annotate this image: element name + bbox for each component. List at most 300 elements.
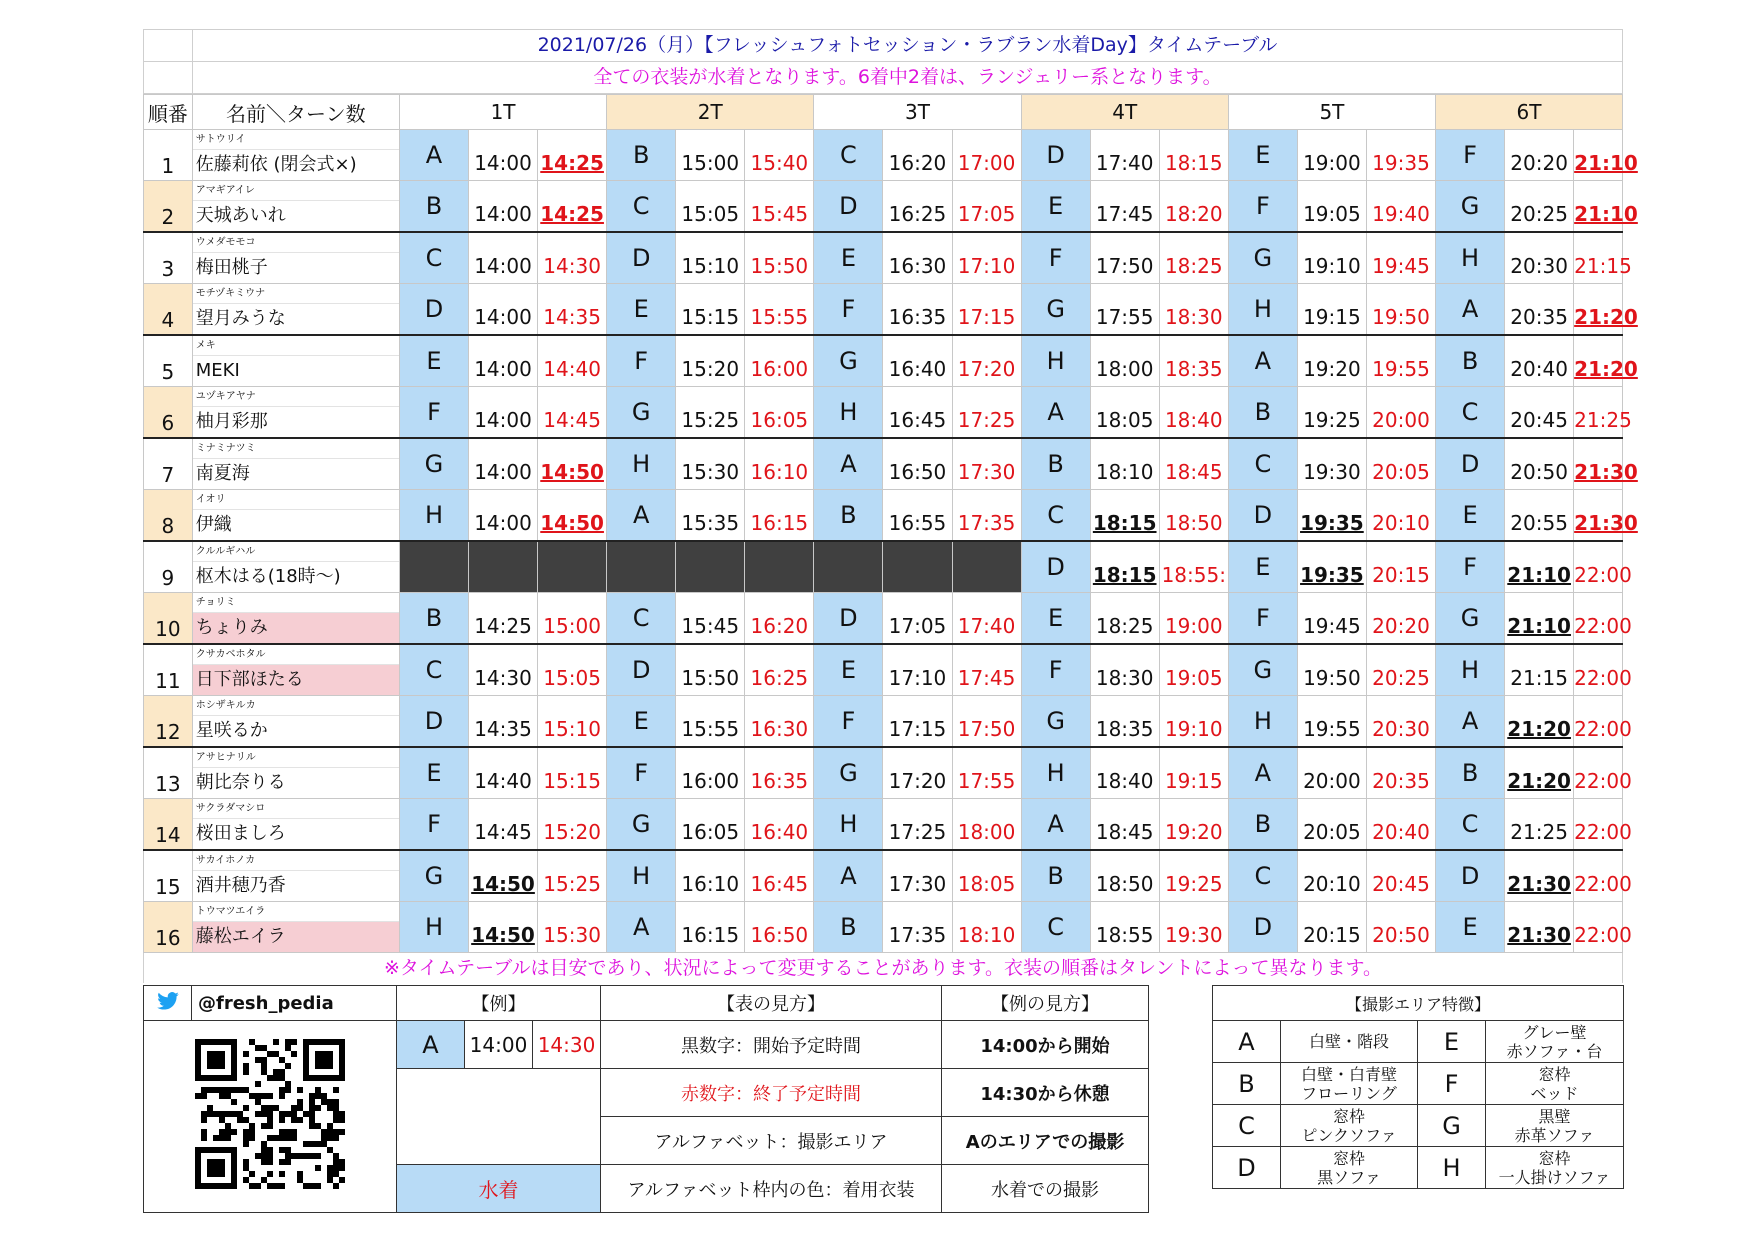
area-desc-line-1: 窓枠 [1332, 1148, 1365, 1168]
area-letter: H [1228, 696, 1297, 748]
area-letter: E [607, 284, 676, 336]
start-time: 18:30 [1090, 644, 1159, 696]
area-letter: A [1436, 696, 1505, 748]
area-letter: B [1228, 387, 1297, 439]
talent-name: 藤松エイラ [193, 922, 399, 952]
talent-name-cell [192, 284, 399, 336]
table-row [144, 335, 1623, 387]
talent-name: 伊織 [195, 514, 232, 535]
start-time: 20:15 [1297, 902, 1366, 953]
qr-code[interactable] [195, 1039, 345, 1189]
end-time: 22:00 [1574, 541, 1623, 593]
area-letter: F [399, 799, 468, 851]
end-time: 15:25 [538, 850, 607, 902]
start-time: 14:25 [469, 593, 538, 645]
area-letter: E [1228, 541, 1297, 593]
blocked-slot [469, 541, 538, 593]
talent-name-cell [192, 181, 399, 233]
area-letter: C [399, 232, 468, 284]
legend-example-end: 14:30 [533, 1021, 601, 1069]
area-letter: D [399, 696, 468, 748]
legend-ex-start: 14:00から開始 [942, 1021, 1149, 1069]
start-time: 17:20 [883, 747, 952, 799]
order-number: 11 [144, 644, 193, 696]
end-time: 14:25 [538, 181, 607, 233]
end-time: 17:30 [952, 438, 1021, 490]
header-turn-6: 6T [1436, 95, 1623, 130]
timetable-sheet [143, 29, 1638, 983]
talent-name: 天城あいれ [195, 205, 286, 226]
talent-name-cell [192, 335, 399, 387]
area-letter: D [607, 232, 676, 284]
area-letter: H [1436, 232, 1505, 284]
area-letter: B [607, 130, 676, 181]
start-time: 16:45 [883, 387, 952, 439]
talent-name-cell [192, 696, 399, 748]
start-time: 21:10 [1505, 593, 1574, 645]
start-time: 15:35 [676, 490, 745, 542]
end-time: 14:40 [538, 335, 607, 387]
area-letter: H [607, 850, 676, 902]
start-time: 20:40 [1505, 335, 1574, 387]
end-time: 20:05 [1366, 438, 1435, 490]
header-row [144, 95, 1623, 130]
talent-name-cell [192, 593, 399, 645]
end-time: 22:00 [1574, 799, 1623, 851]
talent-kana: クルルギハル [193, 542, 399, 562]
area-letter: C [607, 181, 676, 233]
start-time: 19:05 [1297, 181, 1366, 233]
end-time: 22:00 [1574, 747, 1623, 799]
area-letter: F [607, 335, 676, 387]
table-row [144, 644, 1623, 696]
end-time: 19:15 [1159, 747, 1228, 799]
area-letter: G [1021, 696, 1090, 748]
header-turn-2: 2T [607, 95, 814, 130]
end-time: 14:25 [538, 130, 607, 181]
area-letter: H [1021, 747, 1090, 799]
start-time: 14:45 [469, 799, 538, 851]
start-time: 15:25 [676, 387, 745, 439]
start-time: 18:45 [1090, 799, 1159, 851]
area-letter: A [399, 130, 468, 181]
start-time: 17:45 [1090, 181, 1159, 233]
talent-name-cell [192, 799, 399, 851]
talent-kana: メキ [193, 336, 399, 356]
start-time: 17:35 [883, 902, 952, 953]
start-time: 20:55 [1505, 490, 1574, 542]
end-time: 14:45 [538, 387, 607, 439]
start-time: 21:20 [1505, 747, 1574, 799]
end-time: 15:40 [745, 130, 814, 181]
twitter-bird-icon [144, 986, 192, 1021]
legend-example-header: 【例】 [397, 986, 601, 1021]
talent-name: 枢木はる(18時～) [195, 566, 341, 587]
end-time: 18:10 [952, 902, 1021, 953]
start-time: 15:30 [676, 438, 745, 490]
start-time: 21:30 [1505, 902, 1574, 953]
talent-name: 桜田ましろ [195, 823, 286, 844]
end-time: 16:05 [745, 387, 814, 439]
qr-code-cell [144, 1021, 397, 1213]
table-row [144, 438, 1623, 490]
area-row [1213, 1105, 1624, 1147]
start-time: 20:00 [1297, 747, 1366, 799]
start-time: 21:10 [1505, 541, 1574, 593]
end-time: 21:30 [1574, 438, 1623, 490]
legend-example-start: 14:00 [465, 1021, 533, 1069]
end-time: 20:20 [1366, 593, 1435, 645]
legend-desc-end: 赤数字：終了予定時間 [601, 1069, 942, 1117]
area-letter: G [607, 799, 676, 851]
area-letter: H [399, 490, 468, 542]
end-time: 17:15 [952, 284, 1021, 336]
start-time: 19:35 [1297, 490, 1366, 542]
area-letter: D [1436, 850, 1505, 902]
end-time: 20:40 [1366, 799, 1435, 851]
area-letter: G [399, 438, 468, 490]
table-row [144, 284, 1623, 336]
end-time: 17:50 [952, 696, 1021, 748]
end-time: 19:05 [1159, 644, 1228, 696]
talent-name: MEKI [195, 360, 240, 381]
area-letter: H [607, 438, 676, 490]
legend-desc-area: アルファベット：撮影エリア [601, 1117, 942, 1165]
end-time: 16:20 [745, 593, 814, 645]
area-letter: F [1228, 181, 1297, 233]
legend-desc-color: アルファベット枠内の色：着用衣装 [601, 1165, 942, 1213]
area-letter: B [1228, 799, 1297, 851]
end-time: 21:30 [1574, 490, 1623, 542]
start-time: 18:40 [1090, 747, 1159, 799]
legend-desc-start: 黒数字：開始予定時間 [601, 1021, 942, 1069]
end-time: 15:20 [538, 799, 607, 851]
start-time: 15:10 [676, 232, 745, 284]
start-time: 18:10 [1090, 438, 1159, 490]
area-letter: C [1436, 387, 1505, 439]
area-letter: C [1021, 490, 1090, 542]
start-time: 15:55 [676, 696, 745, 748]
end-time: 16:45 [745, 850, 814, 902]
start-time: 19:55 [1297, 696, 1366, 748]
talent-name-cell [192, 438, 399, 490]
talent-kana: トウマツエイラ [193, 902, 399, 922]
end-time: 16:00 [745, 335, 814, 387]
area-code: G [1418, 1105, 1486, 1147]
area-desc-line-1: グレー壁 [1522, 1022, 1587, 1042]
area-desc-line-1: 白壁・階段 [1308, 1032, 1389, 1051]
start-time: 16:20 [883, 130, 952, 181]
end-time: 20:50 [1366, 902, 1435, 953]
area-description [1281, 1105, 1418, 1147]
talent-kana: ウメダモモコ [193, 233, 399, 253]
area-letter: F [399, 387, 468, 439]
talent-kana: ホシザキルカ [193, 696, 399, 716]
end-time: 19:45 [1366, 232, 1435, 284]
end-time: 19:30 [1159, 902, 1228, 953]
start-time: 20:10 [1297, 850, 1366, 902]
end-time: 15:30 [538, 902, 607, 953]
costume-notice: 全ての衣装が水着となります。6着中2着は、ランジェリー系となります。 [593, 66, 1222, 88]
legend-ex-end: 14:30から休憩 [942, 1069, 1149, 1117]
area-letter: B [399, 593, 468, 645]
talent-name-cell [192, 902, 399, 953]
table-row [144, 747, 1623, 799]
area-letter: F [814, 284, 883, 336]
area-letter: E [814, 232, 883, 284]
end-time: 21:20 [1574, 284, 1623, 336]
end-time: 15:15 [538, 747, 607, 799]
start-time: 19:20 [1297, 335, 1366, 387]
start-time: 19:45 [1297, 593, 1366, 645]
legend-howto-header: 【表の見方】 [601, 986, 942, 1021]
end-time: 22:00 [1574, 593, 1623, 645]
area-letter: E [607, 696, 676, 748]
area-letter: D [399, 284, 468, 336]
start-time: 16:25 [883, 181, 952, 233]
talent-name-cell [192, 644, 399, 696]
area-letter: A [1436, 284, 1505, 336]
blocked-slot [883, 541, 952, 593]
area-letter: F [1021, 232, 1090, 284]
area-letter: D [1436, 438, 1505, 490]
area-letter: E [1021, 181, 1090, 233]
talent-name: 柚月彩那 [195, 411, 268, 432]
area-letter: G [399, 850, 468, 902]
timetable [143, 94, 1638, 953]
blocked-slot [538, 541, 607, 593]
start-time: 14:30 [469, 644, 538, 696]
area-letter: F [1436, 130, 1505, 181]
end-time: 18:35 [1159, 335, 1228, 387]
end-time: 22:00 [1574, 644, 1623, 696]
area-desc-line-2: ピンクソファ [1301, 1125, 1397, 1145]
area-letter: H [814, 387, 883, 439]
start-time: 16:15 [676, 902, 745, 953]
table-row [144, 850, 1623, 902]
area-description [1281, 1147, 1418, 1189]
blocked-slot [399, 541, 468, 593]
end-time: 15:00 [538, 593, 607, 645]
end-time: 20:45 [1366, 850, 1435, 902]
legend-swimsuit-swatch: 水着 [397, 1165, 601, 1213]
end-time: 18:15 [1159, 130, 1228, 181]
area-letter: C [1228, 438, 1297, 490]
start-time: 20:35 [1505, 284, 1574, 336]
end-time: 21:25 [1574, 387, 1623, 439]
table-row [144, 593, 1623, 645]
blocked-slot [952, 541, 1021, 593]
area-description [1486, 1147, 1624, 1189]
talent-name-cell [192, 541, 399, 593]
start-time: 16:00 [676, 747, 745, 799]
end-time: 15:05 [538, 644, 607, 696]
area-desc-line-2: ベッド [1530, 1083, 1579, 1103]
area-letter: G [1021, 284, 1090, 336]
end-time: 20:10 [1366, 490, 1435, 542]
blocked-slot [607, 541, 676, 593]
start-time: 21:20 [1505, 696, 1574, 748]
area-desc-line-2: 黒ソファ [1317, 1167, 1381, 1187]
end-time: 14:35 [538, 284, 607, 336]
end-time: 17:00 [952, 130, 1021, 181]
end-time: 18:25 [1159, 232, 1228, 284]
area-desc-line-2: フローリング [1301, 1083, 1397, 1103]
blocked-slot [745, 541, 814, 593]
start-time: 14:00 [469, 130, 538, 181]
start-time: 14:00 [469, 438, 538, 490]
area-desc-line-1: 窓枠 [1332, 1106, 1365, 1126]
end-time: 17:55 [952, 747, 1021, 799]
talent-kana: ミナミナツミ [193, 439, 399, 459]
area-letter: B [814, 490, 883, 542]
end-time: 16:10 [745, 438, 814, 490]
area-letter: A [814, 438, 883, 490]
start-time: 18:55 [1090, 902, 1159, 953]
start-time: 14:00 [469, 232, 538, 284]
talent-kana: イオリ [193, 490, 399, 510]
order-number: 13 [144, 747, 193, 799]
area-letter: H [1436, 644, 1505, 696]
legend-example-area: A [397, 1021, 465, 1069]
area-letter: D [1021, 130, 1090, 181]
area-letter: E [1436, 902, 1505, 953]
start-time: 16:40 [883, 335, 952, 387]
start-time: 19:00 [1297, 130, 1366, 181]
end-time: 16:30 [745, 696, 814, 748]
area-letter: D [814, 593, 883, 645]
end-time: 22:00 [1574, 850, 1623, 902]
area-letter: E [814, 644, 883, 696]
area-desc-line-1: 白壁・白青壁 [1300, 1064, 1397, 1084]
talent-kana: サクラダマシロ [193, 799, 399, 819]
area-letter: B [399, 181, 468, 233]
area-letter: F [1436, 541, 1505, 593]
area-description [1486, 1105, 1624, 1147]
order-number: 10 [144, 593, 193, 645]
area-desc-line-2: 赤ソファ・台 [1506, 1041, 1603, 1061]
area-desc-line-2: 赤革ソファ [1514, 1125, 1595, 1145]
order-number: 8 [144, 490, 193, 542]
order-number: 4 [144, 284, 193, 336]
start-time: 14:00 [469, 284, 538, 336]
end-time: 21:15 [1574, 232, 1623, 284]
area-letter: G [607, 387, 676, 439]
start-time: 14:50 [469, 902, 538, 953]
end-time: 20:35 [1366, 747, 1435, 799]
end-time: 18:50 [1159, 490, 1228, 542]
area-desc-line-1: 窓枠 [1538, 1148, 1571, 1168]
shooting-area-table [1212, 985, 1624, 1189]
end-time: 14:30 [538, 232, 607, 284]
start-time: 20:05 [1297, 799, 1366, 851]
start-time: 17:05 [883, 593, 952, 645]
start-time: 18:15 [1090, 490, 1159, 542]
start-time: 17:25 [883, 799, 952, 851]
talent-name: 朝比奈りる [195, 772, 286, 793]
end-time: 20:00 [1366, 387, 1435, 439]
start-time: 18:25 [1090, 593, 1159, 645]
table-row [144, 387, 1623, 439]
start-time: 18:35 [1090, 696, 1159, 748]
header-name: 名前＼ターン数 [192, 95, 399, 130]
area-letter: H [399, 902, 468, 953]
end-time: 17:10 [952, 232, 1021, 284]
talent-name: 望月みうな [195, 308, 286, 329]
area-letter: H [814, 799, 883, 851]
header-order: 順番 [144, 95, 193, 130]
shooting-area-panel [1212, 985, 1623, 1189]
area-letter: F [607, 747, 676, 799]
talent-name: 日下部ほたる [193, 665, 399, 695]
order-number: 9 [144, 541, 193, 593]
area-row [1213, 1063, 1624, 1105]
area-code: D [1213, 1147, 1281, 1189]
end-time: 21:20 [1574, 335, 1623, 387]
area-letter: B [1021, 850, 1090, 902]
table-row [144, 696, 1623, 748]
end-time: 19:00 [1159, 593, 1228, 645]
talent-name: 星咲るか [195, 720, 268, 741]
start-time: 19:50 [1297, 644, 1366, 696]
talent-name: 佐藤莉依 (閉会式×) [195, 154, 357, 175]
area-letter: G [1436, 181, 1505, 233]
area-letter: E [399, 747, 468, 799]
legend-panel [143, 985, 1148, 1213]
twitter-handle[interactable]: @fresh_pedia [192, 986, 397, 1021]
start-time: 15:45 [676, 593, 745, 645]
end-time: 17:35 [952, 490, 1021, 542]
area-code: C [1213, 1105, 1281, 1147]
start-time: 14:00 [469, 387, 538, 439]
start-time: 17:10 [883, 644, 952, 696]
talent-kana: モチヅキミウナ [193, 284, 399, 304]
title-row [143, 29, 1623, 61]
table-row [144, 541, 1623, 593]
talent-name-cell [192, 850, 399, 902]
start-time: 15:20 [676, 335, 745, 387]
area-desc-line-1: 黒壁 [1538, 1106, 1571, 1126]
area-letter: A [1021, 799, 1090, 851]
talent-name: 梅田桃子 [195, 257, 268, 278]
area-description [1486, 1021, 1624, 1063]
start-time: 14:00 [469, 490, 538, 542]
header-turn-4: 4T [1021, 95, 1228, 130]
start-time: 14:00 [469, 335, 538, 387]
start-time: 18:00 [1090, 335, 1159, 387]
start-time: 15:00 [676, 130, 745, 181]
area-row [1213, 1147, 1624, 1189]
end-time: 18:00 [952, 799, 1021, 851]
talent-kana: サカイホノカ [193, 851, 399, 871]
end-time: 21:10 [1574, 181, 1623, 233]
area-letter: F [1228, 593, 1297, 645]
area-code: E [1418, 1021, 1486, 1063]
talent-name: ちょりみ [193, 613, 399, 643]
start-time: 21:30 [1505, 850, 1574, 902]
area-letter: B [814, 902, 883, 953]
area-letter: G [1228, 232, 1297, 284]
start-time: 15:15 [676, 284, 745, 336]
end-time: 17:20 [952, 335, 1021, 387]
area-letter: G [1228, 644, 1297, 696]
start-time: 17:15 [883, 696, 952, 748]
end-time: 19:10 [1159, 696, 1228, 748]
talent-kana: ユヅキアヤナ [193, 387, 399, 407]
order-number: 1 [144, 130, 193, 181]
area-letter: A [1228, 747, 1297, 799]
area-code: F [1418, 1063, 1486, 1105]
